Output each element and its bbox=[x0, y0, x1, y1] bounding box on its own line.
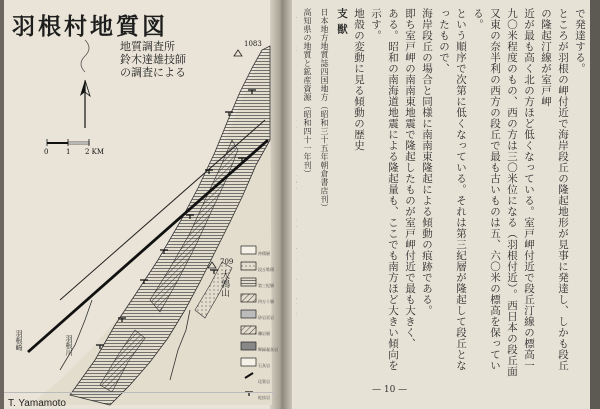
scale-label-2: 2 KM bbox=[85, 148, 105, 156]
credit-line: の調査による bbox=[120, 66, 186, 79]
article-line: 近が最も高く北の方ほど低くなっている。室戸岬付近で段丘汀線の標高一 bbox=[523, 8, 535, 371]
north-arrow bbox=[80, 80, 90, 128]
map-title: 羽根村地質図 bbox=[12, 13, 168, 40]
legend-item: 輝緑凝灰岩 bbox=[258, 346, 278, 352]
peak-marker bbox=[234, 50, 242, 56]
elevation-label: 1083 bbox=[244, 40, 262, 48]
article-line: という順序で次第に低くなっている。それは第三紀層が隆起して段丘となったもので、 bbox=[438, 8, 467, 371]
legend-item: 蛇紋岩 bbox=[258, 394, 270, 400]
scale-label-1: 1 bbox=[66, 148, 71, 156]
legend-item: 段丘堆積 bbox=[258, 266, 274, 272]
legend-item: 沖積層 bbox=[258, 250, 270, 256]
elevation-label: 709 bbox=[220, 258, 234, 266]
page-number: — 10 — bbox=[372, 385, 408, 395]
article-line: 九〇米程度のもの、西の方は三〇米位になる（羽根付近）。西日本の段丘面 bbox=[506, 8, 518, 377]
article-line: 地殻の変動に見る傾動の歴史 bbox=[353, 8, 365, 151]
credit-line: 鈴木達雄技師 bbox=[120, 53, 186, 66]
place-label: 羽根崎 bbox=[15, 330, 23, 351]
place-label: 大鶉山 bbox=[219, 270, 229, 297]
article-line: で発達する。 bbox=[574, 8, 586, 74]
article-line: 海岸段丘の場合と同様に南南東隆起による傾動の痕跡である。 bbox=[421, 8, 433, 316]
article-line: 即ち室戸岬の南南東地震で隆起したものが室戸岬付近で最も大きく、 bbox=[404, 8, 416, 349]
legend-item: 四万十層 bbox=[258, 298, 274, 304]
place-label: 羽根川 bbox=[65, 335, 73, 356]
article-line: ある。昭和の南海道地震による隆起量も、ここでも南方ほど大きい傾向を示す。 bbox=[370, 8, 399, 371]
article-body bbox=[296, 8, 588, 378]
legend-item: 珪質岩 bbox=[258, 378, 270, 384]
credit-line: 地質調査所 bbox=[120, 40, 175, 53]
page-divider bbox=[4, 392, 276, 393]
scale-label-0: 0 bbox=[44, 148, 49, 156]
legend-item: 砂岩頁岩 bbox=[258, 314, 274, 320]
photo-credit: T. Yamamoto bbox=[8, 398, 66, 409]
legend-item: 石灰岩 bbox=[258, 362, 270, 368]
article-line: 又東の奈半利の西方の段丘で最も古いものは五、六〇米の標高を保っている。 bbox=[472, 8, 501, 371]
reference-line: 日本地方地質誌四国地方（昭和三十五年朝倉書店刊） bbox=[320, 8, 329, 212]
article-line: ところが羽根の岬付近で海岸段丘の隆起地形が見事に発達し、しかも段丘の隆起汀線が室戸岬 bbox=[540, 8, 569, 371]
article-line bbox=[296, 8, 299, 378]
legend-item: 第三紀層 bbox=[258, 282, 274, 288]
scale-bar bbox=[47, 139, 89, 146]
map-legend bbox=[258, 245, 298, 405]
legend-item: 礫岩層 bbox=[258, 330, 270, 336]
decoration bbox=[81, 40, 89, 72]
reference-line: 高知県の地質と鉱産資源（昭和四十一年刊） bbox=[303, 8, 312, 178]
section-heading: 支 獣 bbox=[336, 8, 348, 35]
